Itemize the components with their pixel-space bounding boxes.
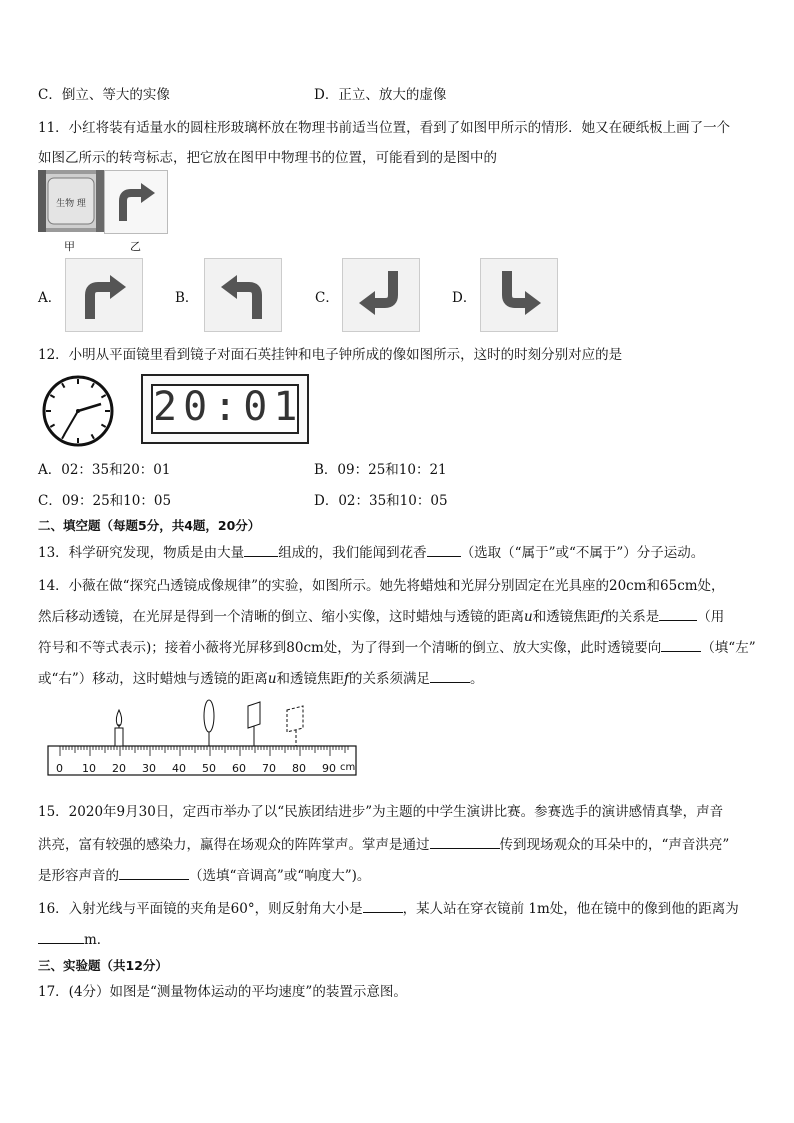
q11-choice-d-image (480, 258, 558, 332)
ruler-label-60: 60 (232, 762, 246, 775)
q16-blank-2[interactable] (38, 931, 84, 944)
q14-l2f: （用 (697, 609, 725, 625)
q11-choice-c-image (342, 258, 420, 332)
ruler-label-30: 30 (142, 762, 156, 775)
q14-blank-2[interactable] (661, 639, 701, 652)
q15-l2b: 传到现场观众的耳朵中的，“声音洪亮” (499, 837, 730, 853)
q14-text-line4 (38, 667, 484, 687)
q14-blank-3[interactable] (430, 670, 470, 683)
q16-text-line2 (38, 928, 110, 948)
q16-l1a: 16．入射光线与平面镜的夹角是60°，则反射角大小是 (38, 901, 363, 917)
figure-yi-label: 乙 (130, 240, 141, 253)
figure-yi-turn-sign (104, 170, 168, 234)
q11-choice-a-label: A． (38, 290, 62, 306)
q14-l2e: 的关系是 (605, 609, 660, 625)
q11-choice-c-label: C． (315, 290, 339, 306)
q12-option-b: B．09：25和10：21 (314, 462, 447, 478)
book-text: 生物 理 (56, 199, 86, 209)
q12-text: 12．小明从平面镜里看到镜子对面石英挂钟和电子钟所成的像如图所示，这时的时刻分别对应的是 (38, 347, 623, 363)
candle-icon (115, 710, 123, 746)
digital-clock-display: 20:01 (153, 384, 304, 430)
turn-left-arrow-icon (205, 259, 281, 331)
figure-jia-book-photo (38, 170, 104, 232)
q14-var-f-2: f (344, 671, 350, 687)
q14-l4a: 或“右”）移动，这时蜡烛与透镜的距离 (38, 671, 268, 687)
q13-part1: 13．科学研究发现，物质是由大量 (38, 545, 245, 561)
analog-clock-icon (40, 373, 116, 449)
ruler-label-10: 10 (82, 762, 96, 775)
ruler-label-90: 90 (322, 762, 336, 775)
q15-blank-1[interactable] (430, 836, 500, 849)
q15-l3a: 是形容声音的 (38, 868, 119, 884)
q11-text-line2: 如图乙所示的转弯标志，把它放在图甲中物理书的位置，可能看到的是图中的 (38, 150, 497, 166)
q14-l3b: （填“左” (701, 640, 756, 656)
ruler-label-70: 70 (262, 762, 276, 775)
down-right-arrow-icon (481, 259, 557, 331)
q11-choice-b-image (204, 258, 282, 332)
turn-right-arrow-icon (66, 259, 142, 331)
q12-option-a: A．02：35和20：01 (38, 462, 171, 478)
ruler-unit: cm (340, 762, 356, 773)
q14-l4f: 。 (470, 671, 484, 687)
down-left-arrow-icon (343, 259, 419, 331)
ruler-label-40: 40 (172, 762, 186, 775)
q14-l3a: 符号和不等式表示)；接着小薇将光屏移到80cm处，为了得到一个清晰的倒立、放大实像，此时透镜要向 (38, 640, 662, 656)
q14-var-f: f (600, 609, 606, 625)
q14-text-line3 (38, 636, 756, 656)
q15-text-line2 (38, 833, 729, 853)
q15-l3b: （选填“音调高”或“响度大”)。 (189, 868, 371, 884)
digital-clock-figure (141, 374, 309, 444)
q11-choice-d-label: D． (452, 290, 477, 306)
q16-blank-1[interactable] (363, 900, 403, 913)
q12-option-d: D．02：35和10：05 (314, 493, 448, 509)
q16-l2: m． (84, 932, 111, 948)
ruler-label-80: 80 (292, 762, 306, 775)
q14-text-line2 (38, 605, 724, 625)
q14-text-line1: 14．小薇在做“探究凸透镜成像规律”的实验，如图所示。她先将蜡烛和光屏分别固定在光具座的20cm和65cm处， (38, 578, 725, 594)
light-screen-icon (248, 702, 260, 746)
q11-choice-a-image (65, 258, 143, 332)
q14-blank-1[interactable] (659, 608, 697, 621)
q11-choice-b-label: B． (175, 290, 199, 306)
figure-jia-label: 甲 (64, 240, 75, 253)
q12-option-c: C．09：25和10：05 (38, 493, 172, 509)
q17-text: 17．(4分）如图是“测量物体运动的平均速度”的装置示意图。 (38, 984, 407, 1000)
section-3-heading: 三、实验题（共12分） (38, 958, 168, 973)
ruler-label-0: 0 (56, 762, 63, 775)
q15-l2a: 洪亮，富有较强的感染力，赢得在场观众的阵阵掌声。掌声是通过 (38, 837, 430, 853)
q14-l2c: 和透镜焦距 (532, 609, 601, 625)
q14-var-u: u (524, 609, 533, 625)
q13-part2: 组成的，我们能闻到花香 (278, 545, 427, 561)
turn-right-arrow-icon (105, 171, 167, 233)
q10-option-c: C．倒立、等大的实像 (38, 87, 170, 103)
q14-l2a: 然后移动透镜，在光屏是得到一个清晰的倒立、缩小实像，这时蜡烛与透镜的距离 (38, 609, 524, 625)
ruler-label-20: 20 (112, 762, 126, 775)
q15-text-line1: 15．2020年9月30日，定西市举办了以“民族团结进步”为主题的中学生演讲比赛。参赛选手的演讲感情真挚，声音 (38, 804, 724, 820)
q16-text-line1 (38, 897, 739, 917)
light-screen-dashed-icon (287, 706, 303, 746)
q14-l4c: 和透镜焦距 (276, 671, 345, 687)
q13-blank-2[interactable] (427, 544, 461, 557)
q13-text (38, 541, 704, 561)
q13-blank-1[interactable] (244, 544, 278, 557)
q14-var-u-2: u (267, 671, 277, 687)
analog-clock-figure (40, 373, 116, 449)
q15-blank-2[interactable] (119, 867, 189, 880)
q11-text-line1: 11．小红将装有适量水的圆柱形玻璃杯放在物理书前适当位置，看到了如图甲所示的情形．她又在硬纸板上画了一个 (38, 120, 731, 136)
q16-l1b: ，某人站在穿衣镜前 1m处，他在镜中的像到他的距离为 (402, 901, 739, 917)
q13-part3: （选取（“属于”或“不属于”）分子运动。 (460, 545, 705, 561)
ruler-label-50: 50 (202, 762, 216, 775)
convex-lens-icon (204, 700, 214, 746)
q10-option-d: D．正立、放大的虚像 (314, 87, 447, 103)
section-2-heading: 二、填空题（每题5分，共4题，20分） (38, 518, 261, 533)
q15-text-line3 (38, 864, 370, 884)
ruler-labels (44, 760, 360, 776)
q14-l4e: 的关系须满足 (349, 671, 431, 687)
